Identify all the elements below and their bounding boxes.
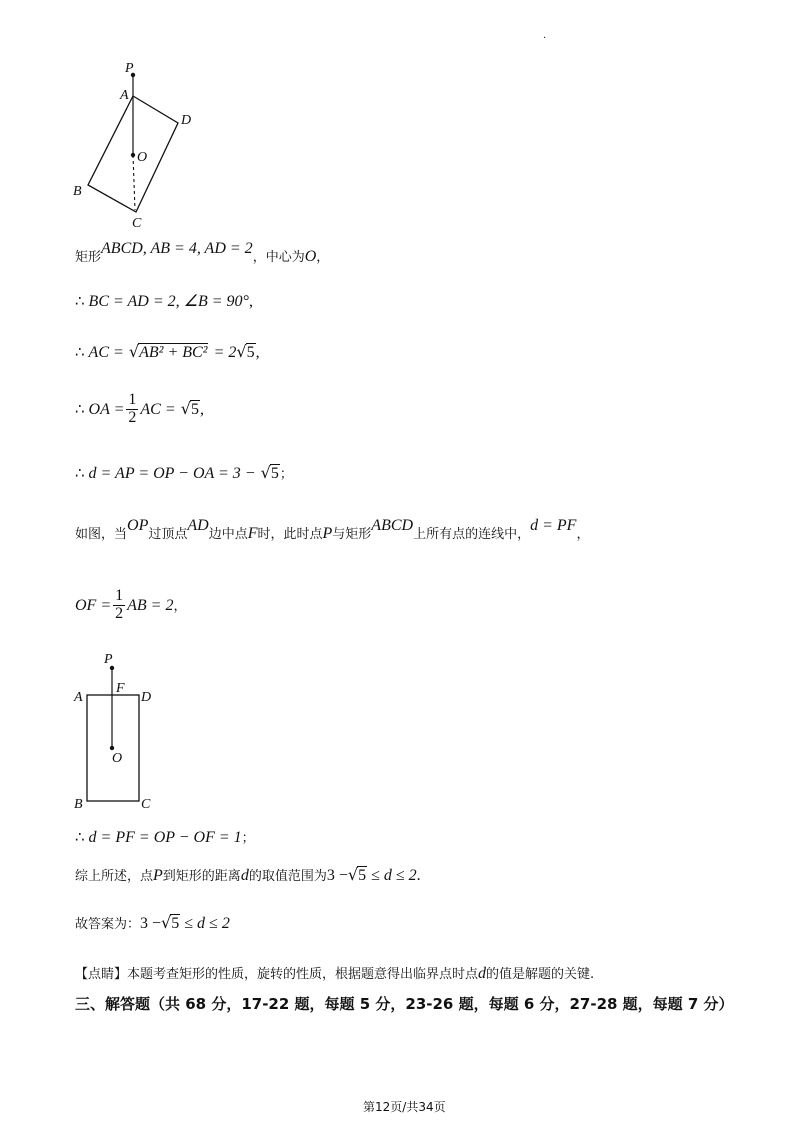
label-p-2: P bbox=[104, 652, 113, 667]
label-c: C bbox=[132, 216, 142, 231]
line-rectangle-given: 矩形ABCD, AB = 4, AD = 2，中心为O， bbox=[75, 240, 330, 265]
label-d-2: D bbox=[141, 690, 152, 705]
line-d-pf: ∴ d = PF = OP − OF = 1； bbox=[75, 828, 255, 846]
line-of: OF = $\frac{1}{2}$ AB = 2， bbox=[75, 587, 187, 622]
label-c-2: C bbox=[141, 797, 151, 812]
point-o-2 bbox=[110, 746, 114, 750]
point-o bbox=[131, 153, 135, 157]
section-title: 三、解答题（共 68 分，17-22 题，每题 5 分，23-26 题，每题 6 分，27-28 题，每题 7 分） bbox=[75, 995, 734, 1013]
line-ac: ∴ AC = √AB² + BC² = 2√5, bbox=[75, 342, 260, 361]
line-when-op: 如图，当OP过顶点AD边中点F时，此时点P与矩形ABCD上所有点的连线中，d = PF， bbox=[75, 517, 590, 542]
label-f-2: F bbox=[116, 681, 125, 696]
segment-oc-dashed bbox=[133, 155, 135, 210]
line-summary: 综上所述，点P到矩形的距离d的取值范围为3 −√5 ≤ d ≤ 2. bbox=[75, 865, 421, 884]
line-bc-ad: ∴ BC = AD = 2, ∠B = 90°, bbox=[75, 292, 253, 310]
label-b: B bbox=[73, 184, 82, 199]
line-comment: 【点睛】本题考查矩形的性质，旋转的性质，根据题意得出临界点时点d的值是解题的关键. bbox=[75, 965, 595, 982]
label-b-2: B bbox=[74, 797, 83, 812]
line-d-ap: ∴ d = AP = OP − OA = 3 − √5； bbox=[75, 463, 293, 482]
corner-dot: . bbox=[543, 30, 547, 41]
label-a: A bbox=[120, 88, 129, 103]
line-oa: ∴ OA = $\frac{1}{2}$ AC = √5, bbox=[75, 391, 204, 426]
label-o-2: O bbox=[112, 751, 123, 766]
label-o: O bbox=[137, 150, 148, 165]
figure-upright-rectangle bbox=[65, 648, 175, 818]
label-p: P bbox=[125, 61, 134, 76]
page-footer: 第12页/共34页 bbox=[363, 1100, 446, 1114]
label-d: D bbox=[181, 113, 192, 128]
label-a-2: A bbox=[74, 690, 83, 705]
figure-rotated-rectangle bbox=[60, 55, 210, 235]
line-answer: 故答案为：3 −√5 ≤ d ≤ 2 bbox=[75, 913, 230, 932]
